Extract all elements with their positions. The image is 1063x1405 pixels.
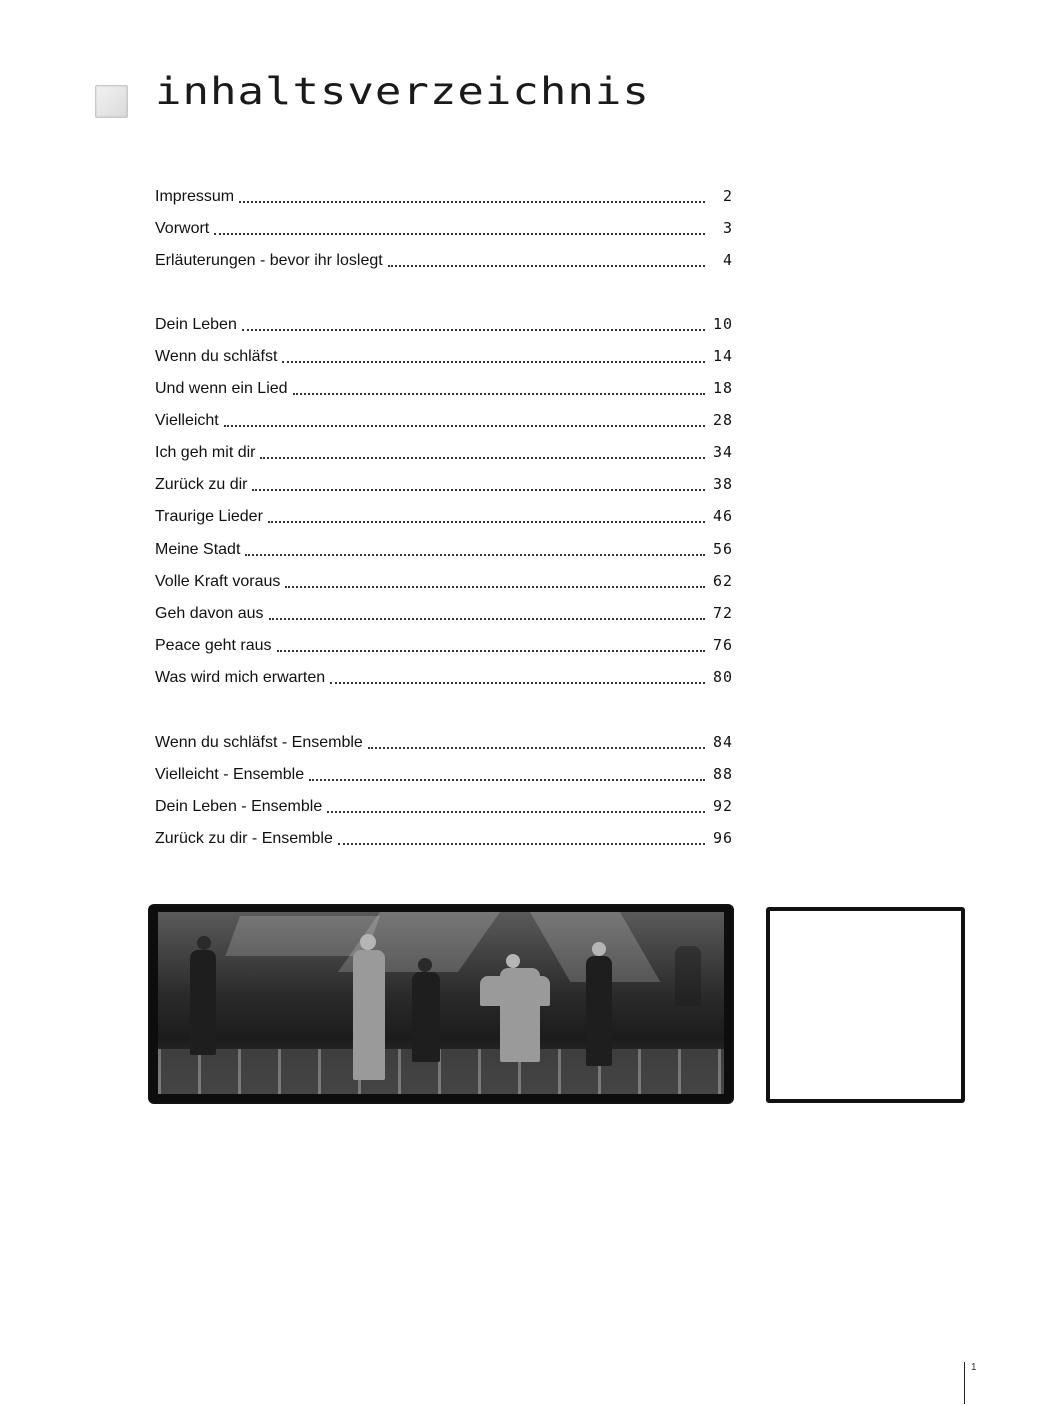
toc-leader-dots — [252, 488, 705, 491]
toc-leader-dots — [260, 456, 705, 459]
toc-entry[interactable] — [155, 347, 733, 369]
toc-entry-page: 10 — [712, 315, 733, 333]
concert-photo — [150, 906, 732, 1102]
performer — [500, 968, 540, 1062]
toc-entry-page: 84 — [712, 733, 733, 751]
toc-entry-label: Impressum — [155, 188, 235, 205]
toc-entry-page: 62 — [712, 572, 733, 590]
page-title: inhaltsverzeichnis — [155, 70, 650, 114]
toc-entry-label: Und wenn ein Lied — [155, 380, 288, 397]
toc-entry[interactable] — [155, 315, 733, 337]
toc-leader-dots — [338, 842, 705, 845]
page-number: 1 — [971, 1362, 977, 1373]
toc-entry-page: 56 — [712, 540, 733, 558]
performer — [412, 972, 440, 1062]
toc-leader-dots — [277, 649, 705, 652]
performer-head — [197, 936, 211, 950]
performer-head — [506, 954, 520, 968]
toc-leader-dots — [388, 264, 705, 267]
toc-entry-page: 46 — [712, 507, 733, 525]
toc-entry-page: 34 — [712, 443, 733, 461]
toc-entry-label: Wenn du schläfst - Ensemble — [155, 734, 363, 751]
toc-entry[interactable] — [155, 604, 733, 626]
toc-entry[interactable] — [155, 636, 733, 658]
toc-entry-label: Zurück zu dir — [155, 476, 248, 493]
stage-floor — [158, 1049, 724, 1094]
toc-entry[interactable] — [155, 187, 733, 209]
toc-entry-page: 80 — [712, 668, 733, 686]
toc-entry-label: Volle Kraft voraus — [155, 573, 281, 590]
toc-entry-label: Dein Leben — [155, 316, 237, 333]
title-square-icon — [95, 85, 128, 118]
toc-entry-label: Vorwort — [155, 220, 210, 237]
performer-head — [360, 934, 376, 950]
toc-entry[interactable] — [155, 572, 733, 594]
toc-entry-page: 4 — [722, 251, 733, 269]
toc-entry-page: 28 — [712, 411, 733, 429]
toc-leader-dots — [268, 520, 705, 523]
toc-entry[interactable] — [155, 475, 733, 497]
toc-entry[interactable] — [155, 668, 733, 690]
toc-entry[interactable] — [155, 379, 733, 401]
toc-entry-page: 72 — [712, 604, 733, 622]
toc-leader-dots — [245, 553, 705, 556]
toc-entry-label: Vielleicht — [155, 412, 219, 429]
toc-entry-label: Ich geh mit dir — [155, 444, 256, 461]
performer-head — [418, 958, 432, 972]
performer — [586, 956, 612, 1066]
toc-entry-label: Peace geht raus — [155, 637, 272, 654]
performer-head — [592, 942, 606, 956]
performer — [190, 950, 216, 1055]
toc-entry-page: 88 — [712, 765, 733, 783]
toc-entry-page: 76 — [712, 636, 733, 654]
toc-entry-page: 3 — [722, 219, 733, 237]
toc-entry-page: 2 — [722, 187, 733, 205]
toc-leader-dots — [239, 200, 705, 203]
toc-entry[interactable] — [155, 797, 733, 819]
toc-entry-label: Vielleicht - Ensemble — [155, 766, 305, 783]
toc-leader-dots — [269, 617, 705, 620]
toc-entry-label: Dein Leben - Ensemble — [155, 798, 323, 815]
toc-entry-label: Erläuterungen - bevor ihr loslegt — [155, 252, 383, 269]
toc-leader-dots — [224, 424, 705, 427]
toc-entry-page: 14 — [712, 347, 733, 365]
toc-entry[interactable] — [155, 507, 733, 529]
toc-leader-dots — [285, 585, 705, 588]
toc-entry-label: Was wird mich erwarten — [155, 669, 326, 686]
performer — [353, 950, 385, 1080]
toc-entry-label: Wenn du schläfst — [155, 348, 278, 365]
toc-entry[interactable] — [155, 829, 733, 851]
toc-leader-dots — [368, 746, 705, 749]
toc-entry-page: 18 — [712, 379, 733, 397]
toc-leader-dots — [327, 810, 705, 813]
toc-leader-dots — [214, 232, 705, 235]
toc-leader-dots — [242, 328, 705, 331]
toc-entry[interactable] — [155, 219, 733, 241]
toc-entry[interactable] — [155, 251, 733, 273]
toc-leader-dots — [282, 360, 705, 363]
toc-entry-page: 38 — [712, 475, 733, 493]
toc-entry[interactable] — [155, 765, 733, 787]
toc-entry[interactable] — [155, 540, 733, 562]
toc-entry-label: Geh davon aus — [155, 605, 264, 622]
toc-entry-label: Zurück zu dir - Ensemble — [155, 830, 333, 847]
toc-entry-label: Traurige Lieder — [155, 508, 263, 525]
toc-entry-label: Meine Stadt — [155, 541, 241, 558]
toc-leader-dots — [330, 681, 705, 684]
toc-leader-dots — [293, 392, 705, 395]
toc-entry[interactable] — [155, 411, 733, 433]
performer — [675, 946, 701, 1006]
toc-leader-dots — [309, 778, 705, 781]
page-number-rule — [964, 1362, 965, 1404]
toc-entry-page: 92 — [712, 797, 733, 815]
toc-entry-page: 96 — [712, 829, 733, 847]
toc-entry[interactable] — [155, 443, 733, 465]
empty-frame — [766, 907, 965, 1103]
toc-entry[interactable] — [155, 733, 733, 755]
